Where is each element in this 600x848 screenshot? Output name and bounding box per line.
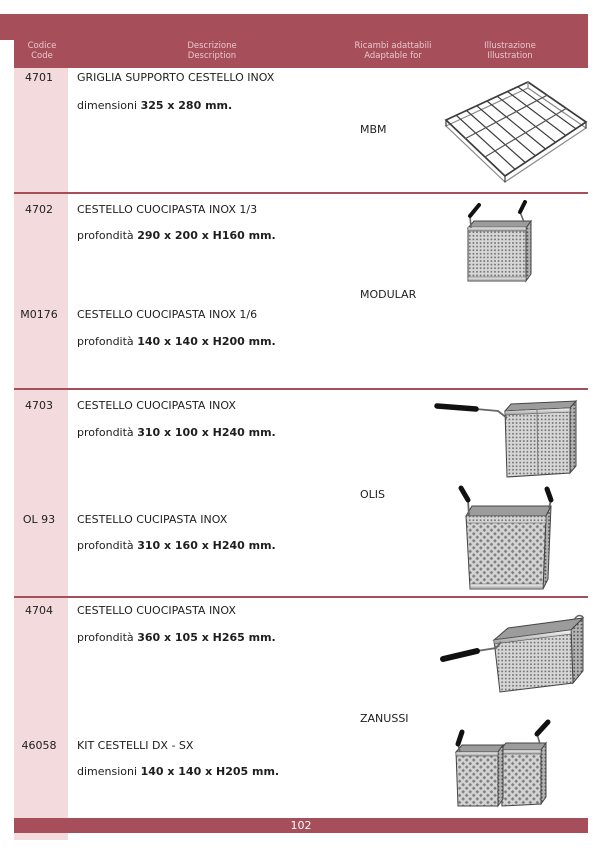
code-column xyxy=(14,68,68,818)
dimension-label: dimensioni xyxy=(77,99,138,112)
item-dimensions xyxy=(77,631,276,645)
header-illustration-it: Illustrazione xyxy=(484,41,536,51)
item-dimensions xyxy=(77,99,232,113)
header-description-en: Description xyxy=(187,51,237,61)
item-name: CESTELLO CUOCIPASTA INOX 1/3 xyxy=(77,203,258,216)
wire-rack-illustration xyxy=(446,82,586,182)
item-name: CESTELLO CUOCIPASTA INOX xyxy=(77,399,236,412)
item-code: OL 93 xyxy=(22,513,56,526)
pasta-basket-illustration xyxy=(468,202,531,281)
row-divider xyxy=(14,388,588,390)
item-dimensions xyxy=(77,229,276,243)
header-adaptable-label xyxy=(333,41,453,61)
row-divider xyxy=(14,192,588,194)
item-name: CESTELLO CUCIPASTA INOX xyxy=(77,513,228,526)
dimension-value: 310 x 100 x H240 mm. xyxy=(137,426,276,439)
header-description-it: Descrizione xyxy=(187,41,237,51)
item-code: 4704 xyxy=(25,604,53,617)
brand-label: OLIS xyxy=(360,488,386,501)
item-dimensions xyxy=(77,539,276,553)
page-number: 102 xyxy=(290,819,312,832)
item-name: CESTELLO CUOCIPASTA INOX xyxy=(77,604,236,617)
brand-label: MBM xyxy=(360,123,387,136)
header-adaptable-it: Ricambi adattabili xyxy=(354,41,432,51)
item-code: 4701 xyxy=(25,71,53,84)
code-column-footer xyxy=(14,833,68,840)
header-band xyxy=(0,14,588,40)
header-description-label xyxy=(152,41,272,61)
dimension-label: dimensioni xyxy=(77,765,138,778)
item-dimensions xyxy=(77,335,276,349)
item-code: 4703 xyxy=(25,399,53,412)
item-code: 46058 xyxy=(21,739,57,752)
dimension-label: profondità xyxy=(77,631,134,644)
item-name: CESTELLO CUOCIPASTA INOX 1/6 xyxy=(77,308,258,321)
brand-label: MODULAR xyxy=(360,288,417,301)
dimension-value: 325 x 280 mm. xyxy=(140,99,233,112)
dimension-value: 310 x 160 x H240 mm. xyxy=(137,539,276,552)
dimension-value: 290 x 200 x H160 mm. xyxy=(137,229,276,242)
dimension-label: profondità xyxy=(77,539,134,552)
long-handle-basket-illustration xyxy=(443,616,583,692)
dimension-label: profondità xyxy=(77,426,134,439)
header-code-it: Codice xyxy=(27,41,57,51)
dimension-value: 140 x 140 x H205 mm. xyxy=(140,765,280,778)
dimension-label: profondità xyxy=(77,335,134,348)
dimension-value: 360 x 105 x H265 mm. xyxy=(137,631,276,644)
item-name: GRIGLIA SUPPORTO CESTELLO INOX xyxy=(77,71,275,84)
header-illustration-label xyxy=(450,41,570,61)
two-handle-basket-illustration xyxy=(461,488,551,589)
row-divider xyxy=(14,596,588,598)
long-handle-basket-illustration xyxy=(437,401,576,477)
dimension-value: 140 x 140 x H200 mm. xyxy=(137,335,276,348)
dimension-label: profondità xyxy=(77,229,134,242)
header-code-en: Code xyxy=(31,51,53,61)
header-illustration-en: Illustration xyxy=(487,51,533,61)
item-name: KIT CESTELLI DX - SX xyxy=(77,739,194,752)
header-adaptable-en: Adaptable for xyxy=(364,51,422,61)
item-dimensions xyxy=(77,426,276,440)
page-number-bar xyxy=(14,818,588,833)
item-dimensions xyxy=(77,765,279,779)
item-code: 4702 xyxy=(25,203,53,216)
header-code-label xyxy=(12,41,72,61)
basket-kit-illustration xyxy=(456,722,548,806)
item-code: M0176 xyxy=(20,308,58,321)
brand-label: ZANUSSI xyxy=(360,712,409,725)
